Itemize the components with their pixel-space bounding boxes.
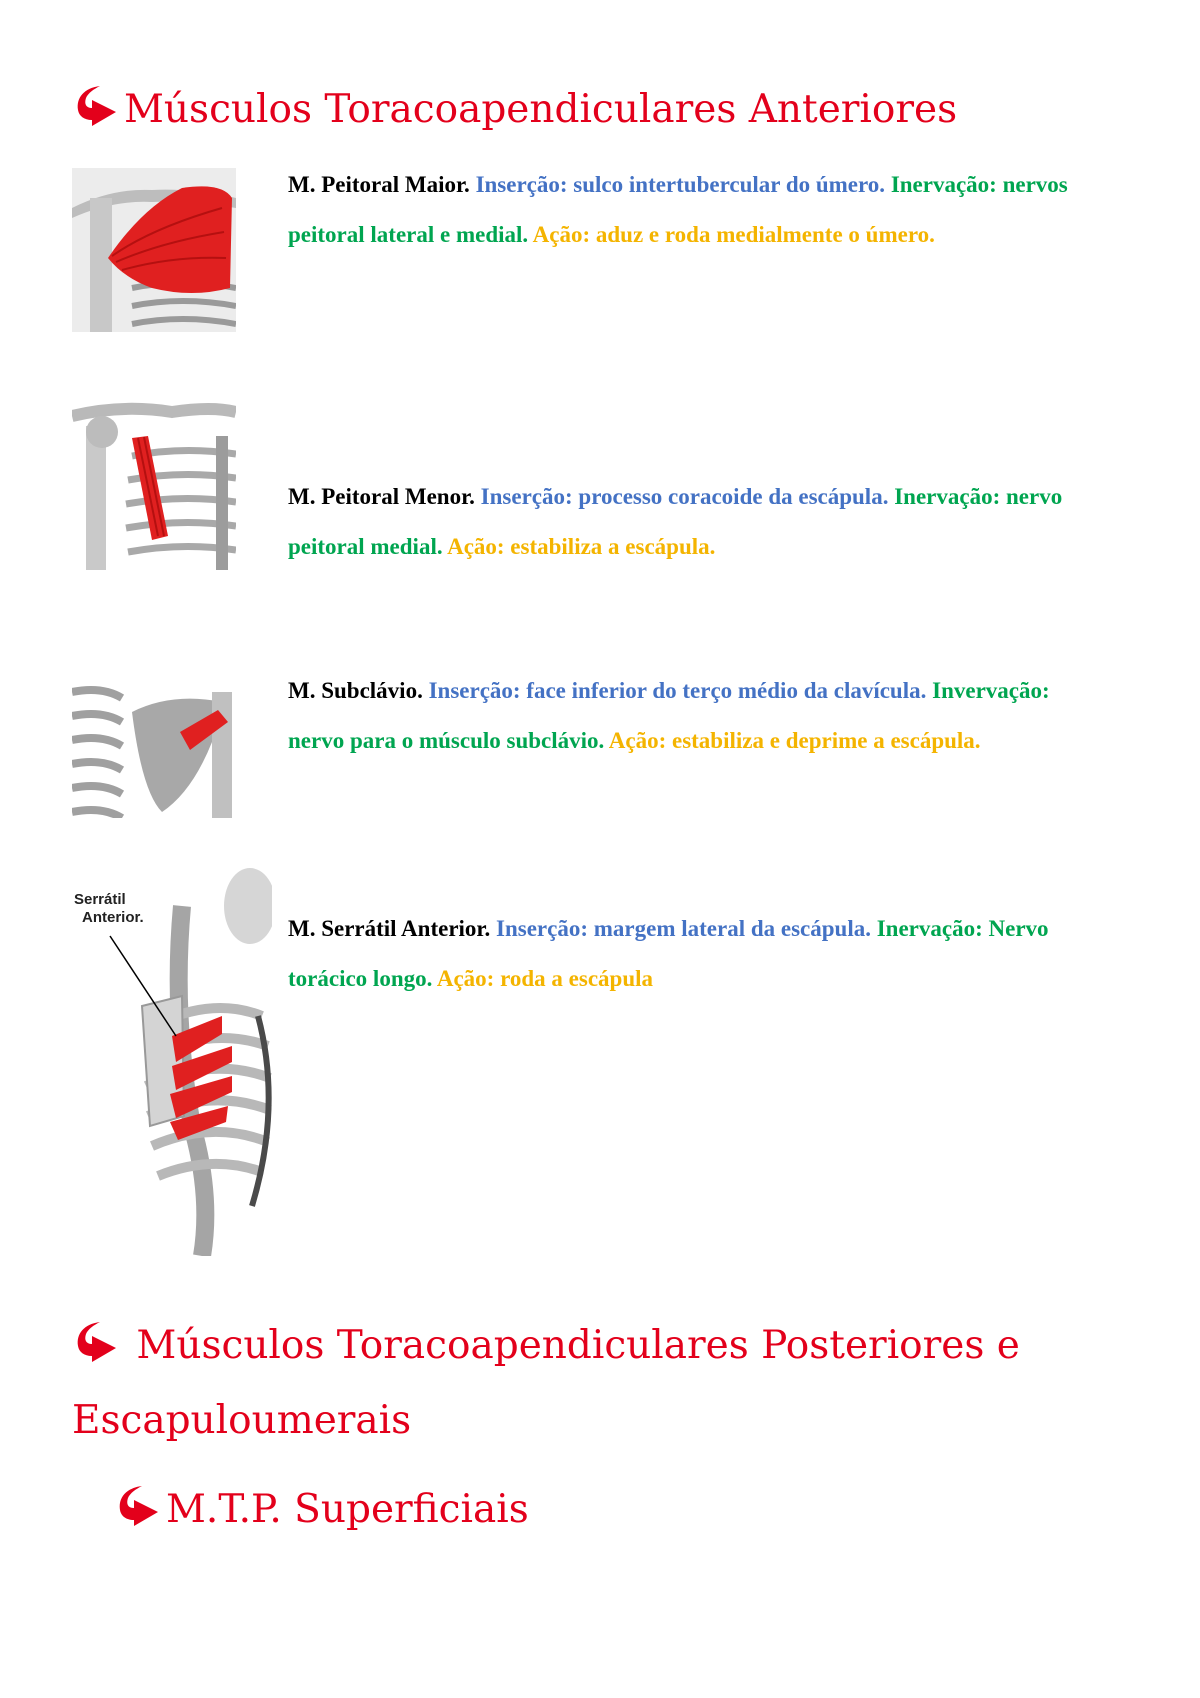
subsection-heading-superficiais (112, 1482, 529, 1532)
inervacao-text: Inervação: Nervo torácico longo. (288, 916, 1049, 991)
section-heading-posteriores-line2 (72, 1398, 411, 1443)
acao-text: Ação: roda a escápula (436, 966, 653, 991)
curved-arrow-icon (70, 1318, 122, 1364)
heading-text: Escapuloumerais (72, 1398, 412, 1443)
muscle-entry-subclavio (288, 666, 1108, 766)
muscle-name: M. Peitoral Maior. (288, 172, 470, 197)
acao-text: Ação: estabiliza a escápula. (447, 534, 716, 559)
pectoralis-major-illustration (72, 168, 236, 332)
muscle-entry-peitoral-menor (288, 472, 1108, 572)
section-heading-posteriores (70, 1318, 1020, 1368)
inervacao-text: Inervação: nervos peitoral lateral e medial. (288, 172, 1068, 247)
figure-label-serratil: Serrátil (74, 891, 126, 908)
heading-text: M.T.P. Superficiais (166, 1487, 529, 1532)
heading-text: Músculos Toracoapendiculares Posteriores e (136, 1323, 1020, 1368)
subclavius-illustration (72, 672, 236, 818)
acao-text: Ação: aduz e roda medialmente o úmero. (532, 222, 935, 247)
insercao-text: Inserção: processo coracoide da escápula. (480, 484, 889, 509)
heading-text: Músculos Toracoapendiculares Anteriores (124, 87, 958, 132)
pectoralis-minor-illustration (72, 396, 236, 570)
curved-arrow-icon (70, 82, 122, 128)
muscle-name: M. Peitoral Menor. (288, 484, 475, 509)
inervacao-text: Inervação: nervo peitoral medial. (288, 484, 1063, 559)
insercao-text: Inserção: sulco intertubercular do úmero. (475, 172, 886, 197)
insercao-text: Inserção: margem lateral da escápula. (496, 916, 871, 941)
curved-arrow-icon (112, 1482, 164, 1528)
muscle-name: M. Serrátil Anterior. (288, 916, 491, 941)
muscle-entry-serratil-anterior (288, 904, 1108, 1004)
inervacao-text: Invervação: nervo para o músculo subclávio. (288, 678, 1050, 753)
acao-text: Ação: estabiliza e deprime a escápula. (608, 728, 981, 753)
figure-label-anterior: Anterior. (82, 909, 144, 926)
section-heading-anteriores (70, 82, 957, 132)
insercao-text: Inserção: face inferior do terço médio da clavícula. (428, 678, 927, 703)
muscle-name: M. Subclávio. (288, 678, 423, 703)
serratus-anterior-illustration (72, 866, 272, 1256)
muscle-entry-peitoral-maior (288, 160, 1108, 260)
